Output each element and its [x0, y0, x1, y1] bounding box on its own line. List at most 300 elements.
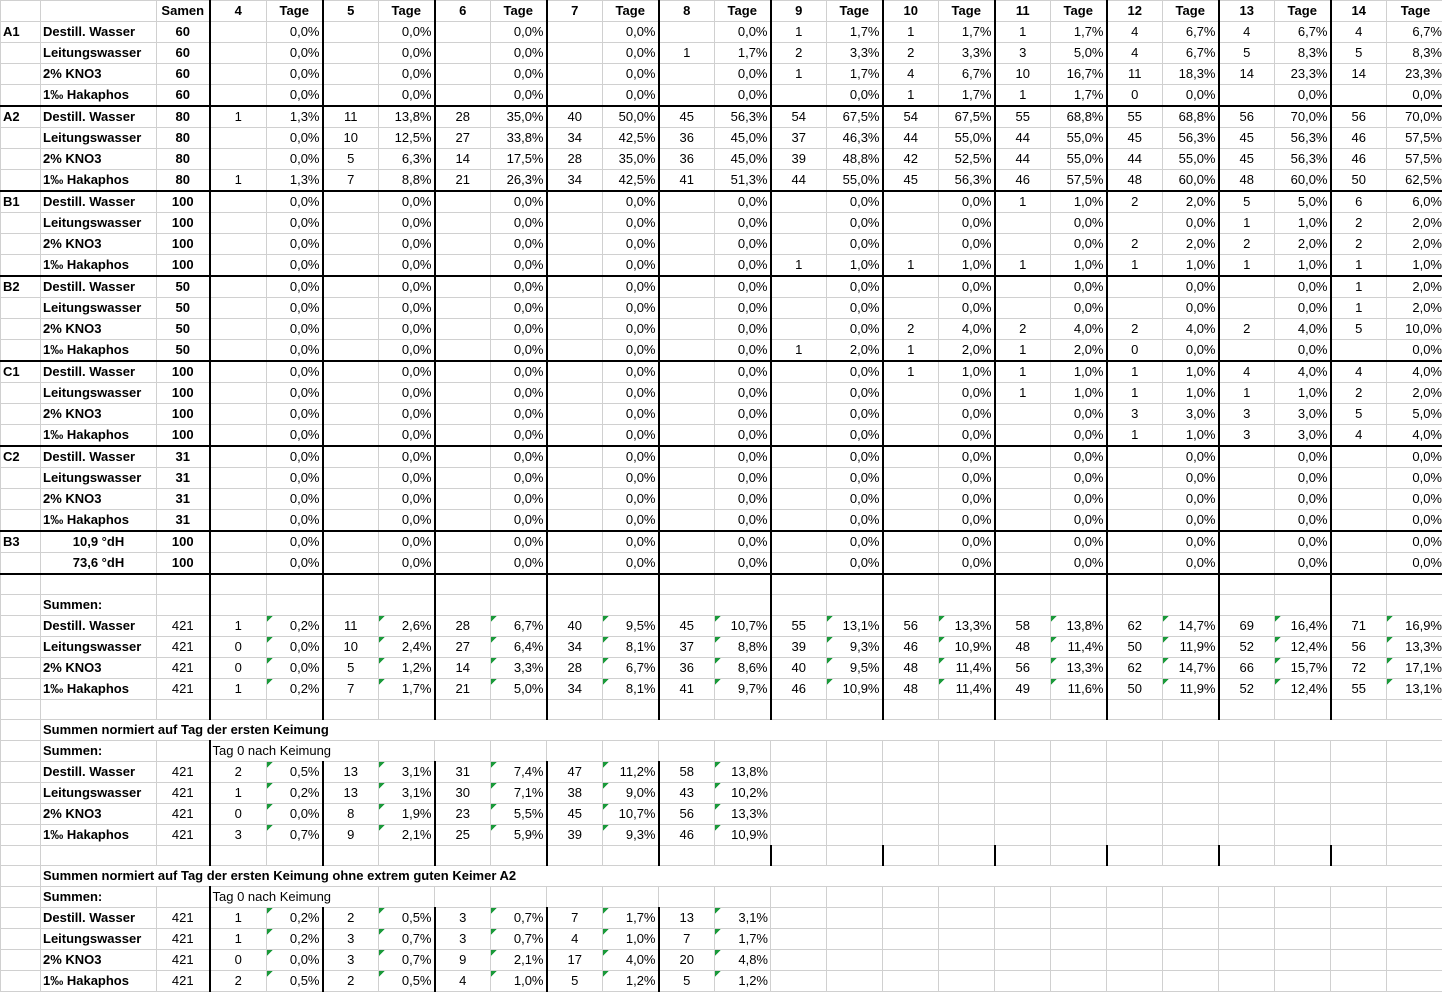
row-label[interactable]: Destill. Wasser: [41, 615, 157, 636]
percent-cell[interactable]: 9,5%: [827, 657, 883, 678]
count-cell[interactable]: 0: [210, 949, 267, 970]
row-label[interactable]: 2% KNO3: [41, 803, 157, 824]
percent-cell[interactable]: 0,0%: [267, 404, 323, 425]
count-cell[interactable]: 56: [1331, 636, 1387, 657]
empty-cell[interactable]: [939, 886, 995, 907]
count-cell[interactable]: [210, 43, 267, 64]
percent-cell[interactable]: 56,3%: [939, 170, 995, 192]
percent-cell[interactable]: 0,0%: [827, 425, 883, 447]
count-cell[interactable]: 1: [1219, 383, 1275, 404]
count-cell[interactable]: 13: [659, 907, 715, 928]
empty-cell[interactable]: [1, 928, 41, 949]
percent-cell[interactable]: 0,0%: [827, 85, 883, 107]
count-cell[interactable]: [771, 489, 827, 510]
count-cell[interactable]: 1: [883, 255, 939, 277]
percent-cell[interactable]: 0,0%: [267, 276, 323, 298]
empty-cell[interactable]: [210, 699, 267, 719]
group-id[interactable]: [1, 383, 41, 404]
group-id[interactable]: A2: [1, 106, 41, 128]
empty-cell[interactable]: [1163, 803, 1219, 824]
percent-cell[interactable]: 0,0%: [267, 191, 323, 213]
count-cell[interactable]: 27: [435, 128, 491, 149]
count-cell[interactable]: [995, 298, 1051, 319]
samen-value[interactable]: 100: [157, 191, 210, 213]
percent-cell[interactable]: 0,0%: [715, 425, 771, 447]
group-id[interactable]: [1, 170, 41, 192]
count-cell[interactable]: 55: [1331, 678, 1387, 699]
percent-cell[interactable]: 9,3%: [827, 636, 883, 657]
percent-cell[interactable]: 23,3%: [1387, 64, 1442, 85]
percent-cell[interactable]: 2,1%: [491, 949, 547, 970]
count-cell[interactable]: 41: [659, 170, 715, 192]
count-cell[interactable]: 50: [1331, 170, 1387, 192]
percent-cell[interactable]: 0,0%: [1163, 446, 1219, 468]
count-cell[interactable]: [435, 340, 491, 362]
group-id[interactable]: [1, 255, 41, 277]
count-cell[interactable]: 1: [1107, 425, 1163, 447]
percent-cell[interactable]: 16,4%: [1275, 615, 1331, 636]
count-cell[interactable]: [1331, 340, 1387, 362]
percent-cell[interactable]: 23,3%: [1275, 64, 1331, 85]
percent-cell[interactable]: 0,0%: [827, 404, 883, 425]
count-cell[interactable]: [323, 383, 379, 404]
empty-cell[interactable]: [1331, 845, 1387, 865]
count-cell[interactable]: 1: [210, 615, 267, 636]
count-cell[interactable]: 44: [883, 128, 939, 149]
percent-cell[interactable]: 0,0%: [939, 213, 995, 234]
count-cell[interactable]: [547, 510, 603, 532]
percent-cell[interactable]: 0,7%: [491, 907, 547, 928]
count-cell[interactable]: 48: [1107, 170, 1163, 192]
count-cell[interactable]: [547, 553, 603, 575]
percent-cell[interactable]: 0,0%: [379, 340, 435, 362]
percent-cell[interactable]: 0,0%: [267, 803, 323, 824]
empty-cell[interactable]: [1331, 699, 1387, 719]
count-cell[interactable]: [547, 383, 603, 404]
empty-cell[interactable]: [1275, 907, 1331, 928]
empty-cell[interactable]: [827, 740, 883, 761]
count-cell[interactable]: 14: [435, 149, 491, 170]
row-label[interactable]: 2% KNO3: [41, 657, 157, 678]
group-id[interactable]: C1: [1, 361, 41, 383]
count-cell[interactable]: 1: [1107, 383, 1163, 404]
empty-cell[interactable]: [1163, 594, 1219, 615]
percent-cell[interactable]: 0,0%: [715, 191, 771, 213]
empty-cell[interactable]: [1219, 949, 1275, 970]
empty-cell[interactable]: [1051, 740, 1107, 761]
percent-cell[interactable]: 0,0%: [267, 531, 323, 553]
empty-cell[interactable]: [939, 782, 995, 803]
count-cell[interactable]: [883, 191, 939, 213]
count-cell[interactable]: 44: [771, 170, 827, 192]
empty-cell[interactable]: [827, 782, 883, 803]
percent-cell[interactable]: 4,0%: [1275, 361, 1331, 383]
empty-cell[interactable]: [1219, 803, 1275, 824]
empty-cell[interactable]: [267, 699, 323, 719]
percent-cell[interactable]: 0,0%: [715, 489, 771, 510]
empty-cell[interactable]: [995, 740, 1051, 761]
empty-cell[interactable]: [827, 699, 883, 719]
header-samen[interactable]: Samen: [157, 1, 210, 22]
percent-cell[interactable]: 13,8%: [379, 106, 435, 128]
count-cell[interactable]: [659, 276, 715, 298]
empty-cell[interactable]: [659, 574, 715, 594]
percent-cell[interactable]: 0,0%: [1051, 425, 1107, 447]
row-label[interactable]: 1‰ Hakaphos: [41, 510, 157, 532]
count-cell[interactable]: [771, 468, 827, 489]
percent-cell[interactable]: 0,0%: [1051, 489, 1107, 510]
percent-cell[interactable]: 0,0%: [715, 404, 771, 425]
percent-cell[interactable]: 2,4%: [379, 636, 435, 657]
count-cell[interactable]: [1107, 553, 1163, 575]
empty-cell[interactable]: [157, 740, 210, 761]
samen-value[interactable]: 421: [157, 782, 210, 803]
count-cell[interactable]: [771, 85, 827, 107]
percent-cell[interactable]: 0,0%: [267, 298, 323, 319]
group-id[interactable]: [1, 43, 41, 64]
empty-cell[interactable]: [1219, 970, 1275, 991]
count-cell[interactable]: 9: [323, 824, 379, 845]
count-cell[interactable]: 17: [547, 949, 603, 970]
count-cell[interactable]: 10: [323, 636, 379, 657]
empty-cell[interactable]: [939, 761, 995, 782]
count-cell[interactable]: [995, 425, 1051, 447]
count-cell[interactable]: 44: [995, 128, 1051, 149]
empty-cell[interactable]: [1051, 845, 1107, 865]
empty-cell[interactable]: [771, 740, 827, 761]
count-cell[interactable]: [323, 298, 379, 319]
count-cell[interactable]: 50: [1107, 678, 1163, 699]
empty-cell[interactable]: [210, 594, 267, 615]
header-day[interactable]: 8: [659, 1, 715, 22]
empty-cell[interactable]: [883, 761, 939, 782]
empty-cell[interactable]: [1163, 907, 1219, 928]
percent-cell[interactable]: 60,0%: [1163, 170, 1219, 192]
count-cell[interactable]: [659, 553, 715, 575]
count-cell[interactable]: 11: [323, 106, 379, 128]
percent-cell[interactable]: 0,0%: [1163, 213, 1219, 234]
empty-cell[interactable]: [267, 845, 323, 865]
percent-cell[interactable]: 4,0%: [1163, 319, 1219, 340]
count-cell[interactable]: 34: [547, 170, 603, 192]
count-cell[interactable]: [210, 361, 267, 383]
percent-cell[interactable]: 0,0%: [1163, 340, 1219, 362]
empty-cell[interactable]: [1275, 928, 1331, 949]
percent-cell[interactable]: 13,8%: [1051, 615, 1107, 636]
percent-cell[interactable]: 0,0%: [827, 298, 883, 319]
count-cell[interactable]: [1219, 298, 1275, 319]
percent-cell[interactable]: 52,5%: [939, 149, 995, 170]
percent-cell[interactable]: 11,4%: [939, 657, 995, 678]
count-cell[interactable]: 1: [210, 678, 267, 699]
count-cell[interactable]: 1: [995, 340, 1051, 362]
count-cell[interactable]: 46: [995, 170, 1051, 192]
count-cell[interactable]: 54: [883, 106, 939, 128]
count-cell[interactable]: [659, 298, 715, 319]
count-cell[interactable]: 5: [1219, 43, 1275, 64]
count-cell[interactable]: 40: [547, 615, 603, 636]
percent-cell[interactable]: 70,0%: [1387, 106, 1442, 128]
percent-cell[interactable]: 60,0%: [1275, 170, 1331, 192]
count-cell[interactable]: 1: [995, 383, 1051, 404]
count-cell[interactable]: 38: [547, 782, 603, 803]
percent-cell[interactable]: 0,0%: [827, 319, 883, 340]
percent-cell[interactable]: 0,0%: [827, 553, 883, 575]
count-cell[interactable]: 13: [323, 782, 379, 803]
percent-cell[interactable]: 57,5%: [1051, 170, 1107, 192]
percent-cell[interactable]: 8,8%: [379, 170, 435, 192]
samen-value[interactable]: 100: [157, 213, 210, 234]
count-cell[interactable]: 45: [547, 803, 603, 824]
header-tage[interactable]: Tage: [715, 1, 771, 22]
percent-cell[interactable]: 1,2%: [715, 970, 771, 991]
count-cell[interactable]: [323, 276, 379, 298]
percent-cell[interactable]: 13,3%: [1387, 636, 1442, 657]
percent-cell[interactable]: 14,7%: [1163, 657, 1219, 678]
empty-cell[interactable]: [1275, 594, 1331, 615]
percent-cell[interactable]: 10,7%: [715, 615, 771, 636]
percent-cell[interactable]: 1,7%: [379, 678, 435, 699]
percent-cell[interactable]: 0,0%: [491, 425, 547, 447]
count-cell[interactable]: [1219, 489, 1275, 510]
count-cell[interactable]: [435, 531, 491, 553]
count-cell[interactable]: 56: [995, 657, 1051, 678]
percent-cell[interactable]: 1,0%: [1387, 255, 1442, 277]
percent-cell[interactable]: 1,7%: [939, 22, 995, 43]
empty-cell[interactable]: [1219, 824, 1275, 845]
count-cell[interactable]: 11: [1107, 64, 1163, 85]
count-cell[interactable]: [1331, 531, 1387, 553]
percent-cell[interactable]: 6,3%: [379, 149, 435, 170]
percent-cell[interactable]: 0,0%: [379, 276, 435, 298]
percent-cell[interactable]: 0,0%: [1163, 510, 1219, 532]
percent-cell[interactable]: 3,0%: [1275, 425, 1331, 447]
row-label[interactable]: Leitungswasser: [41, 636, 157, 657]
percent-cell[interactable]: 0,0%: [715, 255, 771, 277]
empty-cell[interactable]: [939, 574, 995, 594]
count-cell[interactable]: 2: [1107, 319, 1163, 340]
count-cell[interactable]: 7: [323, 678, 379, 699]
count-cell[interactable]: 20: [659, 949, 715, 970]
samen-value[interactable]: 80: [157, 149, 210, 170]
percent-cell[interactable]: 0,0%: [267, 128, 323, 149]
empty-cell[interactable]: [603, 699, 659, 719]
count-cell[interactable]: 7: [547, 907, 603, 928]
percent-cell[interactable]: 0,0%: [603, 489, 659, 510]
empty-cell[interactable]: [939, 740, 995, 761]
percent-cell[interactable]: 0,0%: [491, 468, 547, 489]
percent-cell[interactable]: 5,0%: [1051, 43, 1107, 64]
empty-cell[interactable]: [771, 886, 827, 907]
empty-cell[interactable]: [827, 886, 883, 907]
percent-cell[interactable]: 17,5%: [491, 149, 547, 170]
count-cell[interactable]: 44: [1107, 149, 1163, 170]
percent-cell[interactable]: 13,8%: [715, 761, 771, 782]
samen-value[interactable]: 100: [157, 361, 210, 383]
row-label[interactable]: 1‰ Hakaphos: [41, 970, 157, 991]
empty-cell[interactable]: [771, 803, 827, 824]
row-label[interactable]: Leitungswasser: [41, 468, 157, 489]
empty-cell[interactable]: [1163, 699, 1219, 719]
percent-cell[interactable]: 2,0%: [1387, 213, 1442, 234]
empty-cell[interactable]: [939, 928, 995, 949]
percent-cell[interactable]: 0,0%: [715, 510, 771, 532]
empty-cell[interactable]: [435, 845, 491, 865]
group-id[interactable]: B2: [1, 276, 41, 298]
header-tage[interactable]: Tage: [603, 1, 659, 22]
count-cell[interactable]: 7: [659, 928, 715, 949]
count-cell[interactable]: [323, 319, 379, 340]
percent-cell[interactable]: 0,0%: [379, 425, 435, 447]
percent-cell[interactable]: 4,0%: [603, 949, 659, 970]
percent-cell[interactable]: 10,9%: [827, 678, 883, 699]
count-cell[interactable]: 0: [1107, 85, 1163, 107]
percent-cell[interactable]: 0,0%: [939, 234, 995, 255]
empty-cell[interactable]: [267, 594, 323, 615]
count-cell[interactable]: [1219, 340, 1275, 362]
empty-cell[interactable]: [379, 699, 435, 719]
percent-cell[interactable]: 56,3%: [715, 106, 771, 128]
percent-cell[interactable]: 0,0%: [715, 361, 771, 383]
percent-cell[interactable]: 0,0%: [603, 340, 659, 362]
empty-cell[interactable]: [1275, 803, 1331, 824]
count-cell[interactable]: 5: [659, 970, 715, 991]
percent-cell[interactable]: 6,7%: [1163, 22, 1219, 43]
empty-cell[interactable]: [1107, 845, 1163, 865]
empty-cell[interactable]: [1163, 970, 1219, 991]
percent-cell[interactable]: 0,0%: [379, 213, 435, 234]
percent-cell[interactable]: 56,3%: [1275, 149, 1331, 170]
count-cell[interactable]: [1331, 510, 1387, 532]
empty-cell[interactable]: [323, 594, 379, 615]
count-cell[interactable]: 2: [883, 319, 939, 340]
row-label[interactable]: 1‰ Hakaphos: [41, 340, 157, 362]
corner-cell[interactable]: [41, 1, 157, 22]
count-cell[interactable]: 3: [210, 824, 267, 845]
count-cell[interactable]: [210, 340, 267, 362]
empty-cell[interactable]: [1387, 594, 1442, 615]
count-cell[interactable]: 56: [659, 803, 715, 824]
count-cell[interactable]: 66: [1219, 657, 1275, 678]
count-cell[interactable]: [323, 489, 379, 510]
row-label[interactable]: 2% KNO3: [41, 234, 157, 255]
count-cell[interactable]: 46: [771, 678, 827, 699]
count-cell[interactable]: 8: [323, 803, 379, 824]
percent-cell[interactable]: 0,0%: [939, 531, 995, 553]
count-cell[interactable]: 34: [547, 636, 603, 657]
empty-cell[interactable]: [379, 740, 435, 761]
percent-cell[interactable]: 0,0%: [491, 85, 547, 107]
empty-cell[interactable]: [827, 824, 883, 845]
empty-cell[interactable]: [323, 699, 379, 719]
empty-cell[interactable]: [547, 699, 603, 719]
percent-cell[interactable]: 0,0%: [715, 298, 771, 319]
empty-cell[interactable]: [1051, 970, 1107, 991]
count-cell[interactable]: [659, 361, 715, 383]
percent-cell[interactable]: 0,0%: [603, 446, 659, 468]
count-cell[interactable]: [771, 404, 827, 425]
count-cell[interactable]: 46: [883, 636, 939, 657]
empty-cell[interactable]: [883, 594, 939, 615]
empty-cell[interactable]: [1107, 949, 1163, 970]
empty-cell[interactable]: [939, 970, 995, 991]
percent-cell[interactable]: 0,2%: [267, 678, 323, 699]
percent-cell[interactable]: 0,0%: [1051, 213, 1107, 234]
percent-cell[interactable]: 0,0%: [939, 425, 995, 447]
samen-value[interactable]: 80: [157, 106, 210, 128]
empty-cell[interactable]: [1387, 782, 1442, 803]
percent-cell[interactable]: 42,5%: [603, 170, 659, 192]
percent-cell[interactable]: 0,0%: [1163, 276, 1219, 298]
percent-cell[interactable]: 0,0%: [1387, 553, 1442, 575]
percent-cell[interactable]: 0,0%: [491, 276, 547, 298]
percent-cell[interactable]: 45,0%: [715, 149, 771, 170]
count-cell[interactable]: 54: [771, 106, 827, 128]
empty-cell[interactable]: [771, 761, 827, 782]
percent-cell[interactable]: 1,7%: [715, 928, 771, 949]
count-cell[interactable]: 46: [659, 824, 715, 845]
count-cell[interactable]: [547, 213, 603, 234]
count-cell[interactable]: 5: [323, 149, 379, 170]
empty-cell[interactable]: [1331, 782, 1387, 803]
percent-cell[interactable]: 8,3%: [1387, 43, 1442, 64]
empty-cell[interactable]: [1275, 740, 1331, 761]
count-cell[interactable]: [771, 383, 827, 404]
percent-cell[interactable]: 17,1%: [1387, 657, 1442, 678]
count-cell[interactable]: 48: [1219, 170, 1275, 192]
empty-cell[interactable]: [883, 970, 939, 991]
count-cell[interactable]: 2: [323, 907, 379, 928]
samen-value[interactable]: 421: [157, 824, 210, 845]
count-cell[interactable]: [1219, 553, 1275, 575]
empty-cell[interactable]: [939, 594, 995, 615]
empty-cell[interactable]: [491, 699, 547, 719]
percent-cell[interactable]: 5,5%: [491, 803, 547, 824]
count-cell[interactable]: 34: [547, 678, 603, 699]
percent-cell[interactable]: 0,0%: [379, 510, 435, 532]
percent-cell[interactable]: 10,9%: [715, 824, 771, 845]
count-cell[interactable]: 55: [995, 106, 1051, 128]
count-cell[interactable]: [659, 446, 715, 468]
count-cell[interactable]: [210, 64, 267, 85]
count-cell[interactable]: [995, 213, 1051, 234]
row-label[interactable]: 1‰ Hakaphos: [41, 170, 157, 192]
empty-cell[interactable]: [379, 845, 435, 865]
percent-cell[interactable]: 1,7%: [1051, 22, 1107, 43]
empty-cell[interactable]: [41, 845, 157, 865]
percent-cell[interactable]: 9,0%: [603, 782, 659, 803]
count-cell[interactable]: 21: [435, 678, 491, 699]
count-cell[interactable]: [435, 383, 491, 404]
header-day[interactable]: 14: [1331, 1, 1387, 22]
count-cell[interactable]: 58: [659, 761, 715, 782]
percent-cell[interactable]: 6,4%: [491, 636, 547, 657]
count-cell[interactable]: 1: [771, 64, 827, 85]
count-cell[interactable]: 45: [1219, 128, 1275, 149]
percent-cell[interactable]: 0,0%: [827, 468, 883, 489]
empty-cell[interactable]: [1387, 928, 1442, 949]
empty-cell[interactable]: [1331, 824, 1387, 845]
count-cell[interactable]: [210, 510, 267, 532]
percent-cell[interactable]: 0,0%: [491, 43, 547, 64]
empty-cell[interactable]: [1387, 907, 1442, 928]
count-cell[interactable]: [995, 446, 1051, 468]
count-cell[interactable]: [547, 22, 603, 43]
count-cell[interactable]: 1: [883, 361, 939, 383]
percent-cell[interactable]: 0,0%: [715, 85, 771, 107]
count-cell[interactable]: 40: [771, 657, 827, 678]
percent-cell[interactable]: 0,0%: [939, 404, 995, 425]
